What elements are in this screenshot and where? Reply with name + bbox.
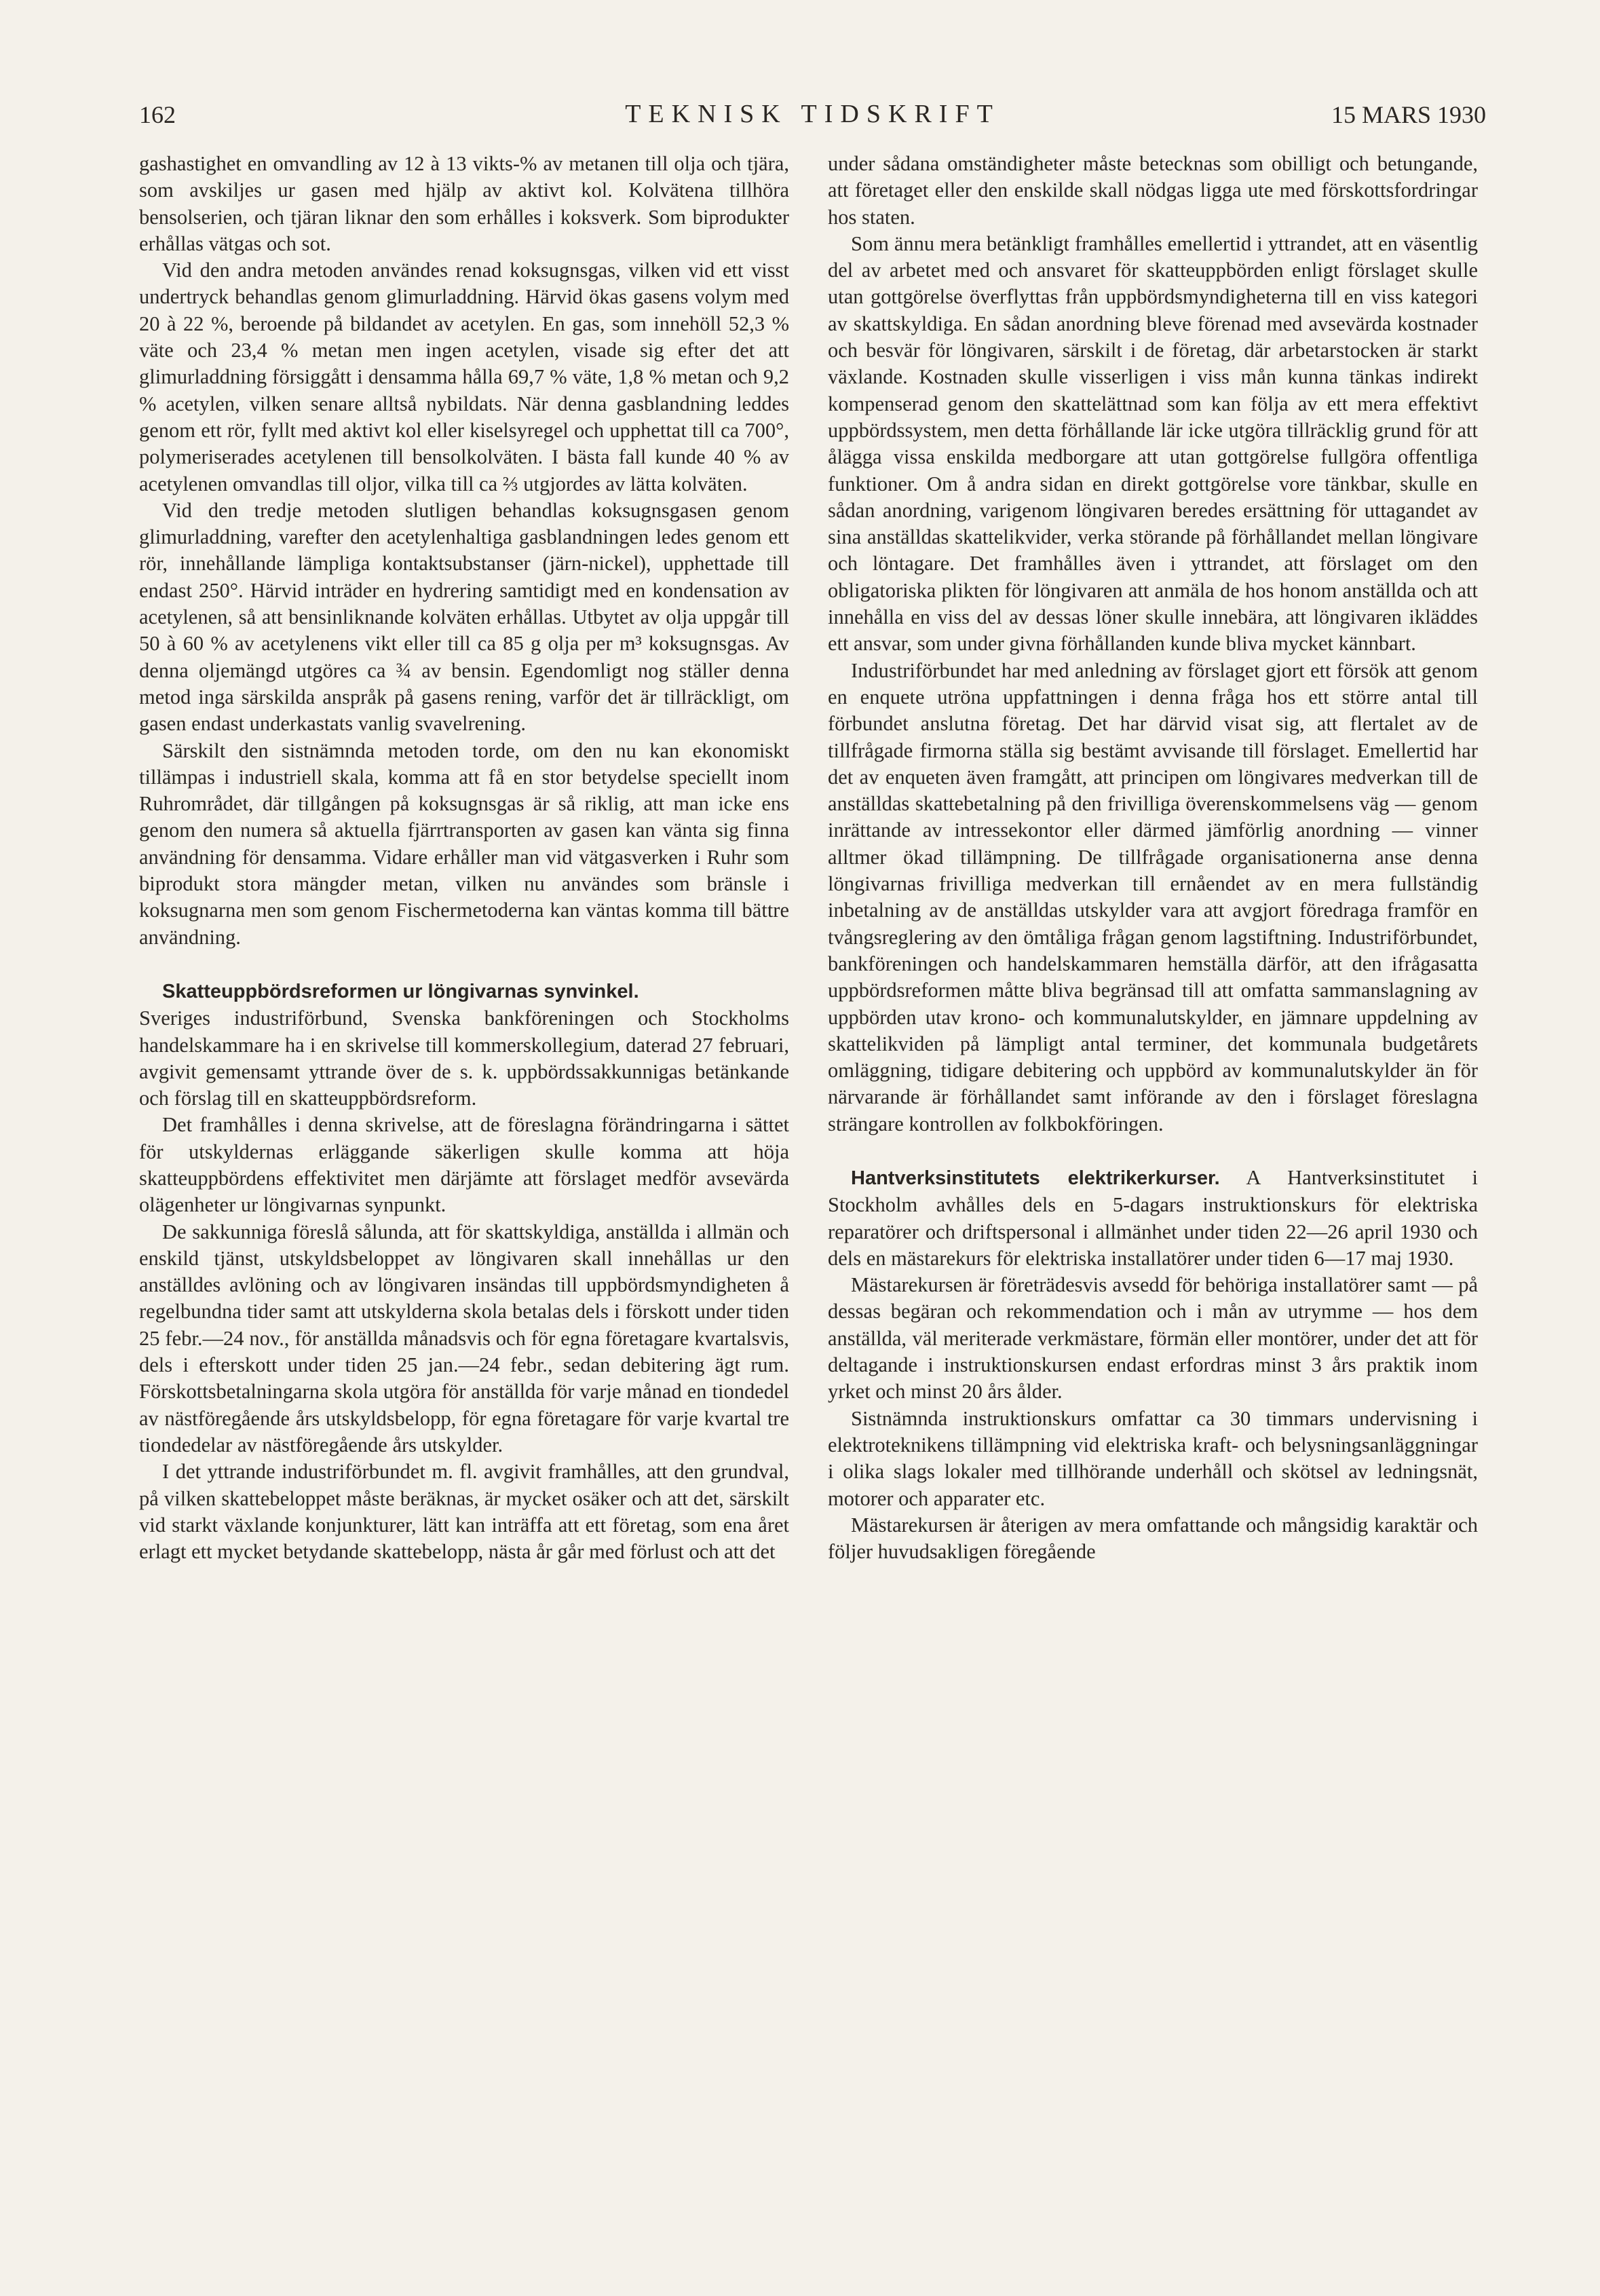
paragraph: Särskilt den sistnämnda metoden torde, om den nu kan ekonomiskt tillämpas i industriell skala, komma att få en stor betydelse speciellt inom Ruhrområdet, där tillgången på koksugnsgas är så riklig, att man icke ens genom den numera så aktuella fjärrtransporten av gasen kan vänta sig finna användning för densamma. Vidare erhåller man vid vätgasverken i Ruhr som biprodukt stora mängder metan, vilken nu användes som bränsle i koksugnarna men som genom Fischermetoderna kan väntas komma till bättre användning. xyxy=(139,738,789,949)
section-gap xyxy=(828,1137,1478,1165)
paragraph: under sådana omständigheter måste betecknas som obilligt och betungande, att företaget eller den enskilde skall nödgas ligga ute med förskottsfordringar hos staten. xyxy=(828,152,1478,229)
paragraph: Mästarekursen är företrädesvis avsedd för behöriga installatörer samt — på dessas begäran och rekommendation och i mån av utrymme — hos dem anställda, väl meriterade verkmästare, förmän eller montörer, under det att för deltagande i instruktionskursen endast erfordras minst 3 års praktik inom yrket och minst 20 års ålder. xyxy=(828,1273,1478,1404)
paragraph: I det yttrande industriförbundet m. fl. avgivit framhålles, att den grundval, på vilken skattebeloppet måste beräknas, är mycket osäker och att det, särskilt vid starkt växlande konjunkturer, lätt kan inträffa att ett företag, som ena året erlagt ett mycket betydande skattebelopp, nästa år går med förlust och att det xyxy=(139,1460,789,1564)
paragraph: gashastighet en omvandling av 12 à 13 vikts-% av metanen till olja och tjära, som avskiljes ur gasen med hjälp av aktivt kol. Kolvätena tillhöra bensolserien, och tjäran liknar den som erhålles i koksverk. Som biprodukter erhållas vätgas och sot. xyxy=(139,152,789,255)
section-heading: Skatteuppbördsreformen ur löngivarnas synvinkel. xyxy=(162,980,639,1002)
section-heading-paragraph xyxy=(139,978,789,1005)
section-paragraph xyxy=(828,1165,1478,1272)
paragraph: De sakkunniga föreslå sålunda, att för skattskyldiga, anställda i allmän och enskild tjänst, utskyldsbeloppet av löngivaren skall innehållas ur den anställdes avlöning och av löngivaren insändas till uppbördsmyndigheten å regelbundna tider samt att utskylderna skola betalas dels i förskott under tiden 25 febr.—24 nov., för anställda månadsvis och för egna företagare kvartalsvis, dels i efterskott under tiden 25 jan.—24 febr., sedan debitering ägt rum. Förskottsbetalningarna skola utgöra för anställda för varje månad en tiondedel av nästföregående års utskyldsbelopp, för egna företagare för varje kvartal tre tiondedelar av nästföregående års utskylder. xyxy=(139,1220,789,1456)
section-heading: Hantverksinstitutets elektrikerkurser. xyxy=(851,1167,1220,1189)
paragraph: Vid den tredje metoden slutligen behandlas koksugnsgasen genom glimurladdning, varefter den acetylenhaltiga gasblandningen ledes genom ett rör, innehållande lämpliga kontaktsubstanser (järn-nickel), upphettade till endast 250°. Härvid inträder en hydrering samtidigt med en kondensation av acetylenen, så att bensinliknande kolväten erhållas. Utbytet av olja uppgår till 50 à 60 % av acetylenens vikt eller till ca 85 g olja per m³ koksugnsgas. Av denna oljemängd utgöres ca ¾ av bensin. Egendomligt nog ställer denna metod inga särskilda anspråk på gasens rening, varför det är tillräckligt, om gasen endast underkastats vanlig svavelrening. xyxy=(139,498,789,736)
journal-title: TEKNISK TIDSKRIFT xyxy=(625,100,1000,128)
paragraph: Mästarekursen är återigen av mera omfattande och mångsidig karaktär och följer huvudsakligen föregående xyxy=(828,1513,1478,1564)
section-gap xyxy=(139,951,789,978)
paragraph: Det framhålles i denna skrivelse, att de föreslagna förändringarna i sättet för utskyldernas erläggande säkerligen skulle komma att höja skatteuppbördens effektivitet men därjämte att förslaget medför avsevärda olägenheter ur löngivarnas synpunkt. xyxy=(139,1113,789,1217)
paragraph: Vid den andra metoden användes renad koksugnsgas, vilken vid ett visst undertryck behandlas genom glimurladdning. Härvid ökas gasens volym med 20 à 22 %, beroende på bildandet av acetylen. En gas, som innehöll 52,3 % väte och 23,4 % metan men ingen acetylen, visade sig efter det att glimurladdning försiggått i densamma hålla 69,7 % väte, 1,8 % metan och 9,2 % acetylen, vilken senare alltså nybildats. När denna gasblandning leddes genom ett rör, fyllt med aktivt kol eller kiselsyregel och upphettat till ca 700°, polymeriserades acetylenen till bensolkolväten. I bästa fall kunde 40 % av acetylenen omvandlas till oljor, vilka till ca ⅔ utgjordes av lätta kolväten. xyxy=(139,259,789,495)
paragraph: Som ännu mera betänkligt framhålles emellertid i yttrandet, att en väsentlig del av arbetet med och ansvaret för skatteuppbörden enligt förslaget skulle utan gottgörelse överflyttas från uppbördsmyndigheterna till en viss kategori av skattskyldiga. En sådan anordning bleve förenad med avsevärda kostnader och besvär för löngivaren, särskilt i de företag, där arbetarstocken är starkt växlande. Kostnaden skulle visserligen i viss mån kunna tänkas indirekt kompenserad genom den skattelättnad som kan följa av ett mera effektivt uppbördssystem, men detta förhållande lär icke utgöra tillräcklig grund för att ålägga vissa enskilda medborgare att utan gottgörelse fullgöra offentliga funktioner. Om å andra sidan en direkt gottgörelse vore tänkbar, skulle en sådan anordning, varigenom löngivaren beredes ersättning för uttagandet av sina anställdas skattelikvider, verka störande på förhållandet mellan löngivare och löntagare. Det framhålles även i yttrandet, att förslaget om den obligatoriska plikten för löngivaren att anmäla de hos honom anställda och att innehålla en viss del av dessas löner skulle innebära, att löngivaren ikläddes ett ansvar, som under givna förhållanden kunde bliva mycket kännbart. xyxy=(828,231,1478,656)
paragraph: Sistnämnda instruktionskurs omfattar ca 30 timmars undervisning i elektroteknikens tillämpning vid elektriska kraft- och belysningsanläggningar i olika slags lokaler med tillhörande underhåll och skötsel av ledningsnät, motorer och apparater etc. xyxy=(828,1406,1478,1510)
issue-date: 15 MARS 1930 xyxy=(1331,101,1486,128)
section-lead-text: A Hantverksinstitutet i Stockholm avhålles dels en 5-dagars instruktionskurs för elektriska reparatörer och driftspersonal i allmänhet under tiden 22—26 april 1930 och dels en mästarekurs för elektriska installatörer under tiden 6—17 maj 1930. xyxy=(828,1165,1478,1270)
paragraph: Industriförbundet har med anledning av förslaget gjort ett försök att genom en enquete utröna uppfattningen i denna fråga hos ett större antal till förbundet anslutna företag. Det har därvid visat sig, att flertalet av de tillfrågade firmorna ställa sig bestämt avvisande till förslaget. Emellertid har det av enqueten även framgått, att principen om löngivares medverkan till de anställdas skattebetalning på den frivilliga överenskommelsens väg — genom inrättande av intressekontor eller därmed jämförlig anordning — vinner alltmer ökad tillämpning. De tillfrågade organisationerna anse denna löngivarnas frivilliga medverkan till ernåendet av en mera fullständig inbetalning av de anställdas utskylder vara att avgjort föredraga framför en tvångsreglering av den ömtåliga frågan genom lagstiftning. Industriförbundet, bankföreningen och handelskammaren hemställa därför, att den ifrågasatta uppbördsreformen måtte bliva begränsad till att omfatta sammanslagning av uppbörden utav krono- och kommunalutskylder, en jämnare uppdelning av skattelikviden på lämpligt antal terminer, det kommunala budgetårets omläggning, tidigare debitering och uppbörd av kommunalutskylder än för närvarande är förhållandet samt införande av den i förslaget föreslagna strängare kontrollen av folkbokföringen. xyxy=(828,658,1478,1135)
paragraph: Sveriges industriförbund, Svenska bankföreningen och Stockholms handelskammare ha i en skrivelse till kommerskollegium, daterad 27 februari, avgivit gemensamt yttrande över de s. k. uppbördssakkunnigas betänkande och förslag till en skatteuppbördsreform. xyxy=(139,1006,789,1110)
left-column xyxy=(139,151,789,1565)
running-header xyxy=(139,94,1486,134)
page-number: 162 xyxy=(139,101,176,128)
right-column xyxy=(828,151,1478,1565)
